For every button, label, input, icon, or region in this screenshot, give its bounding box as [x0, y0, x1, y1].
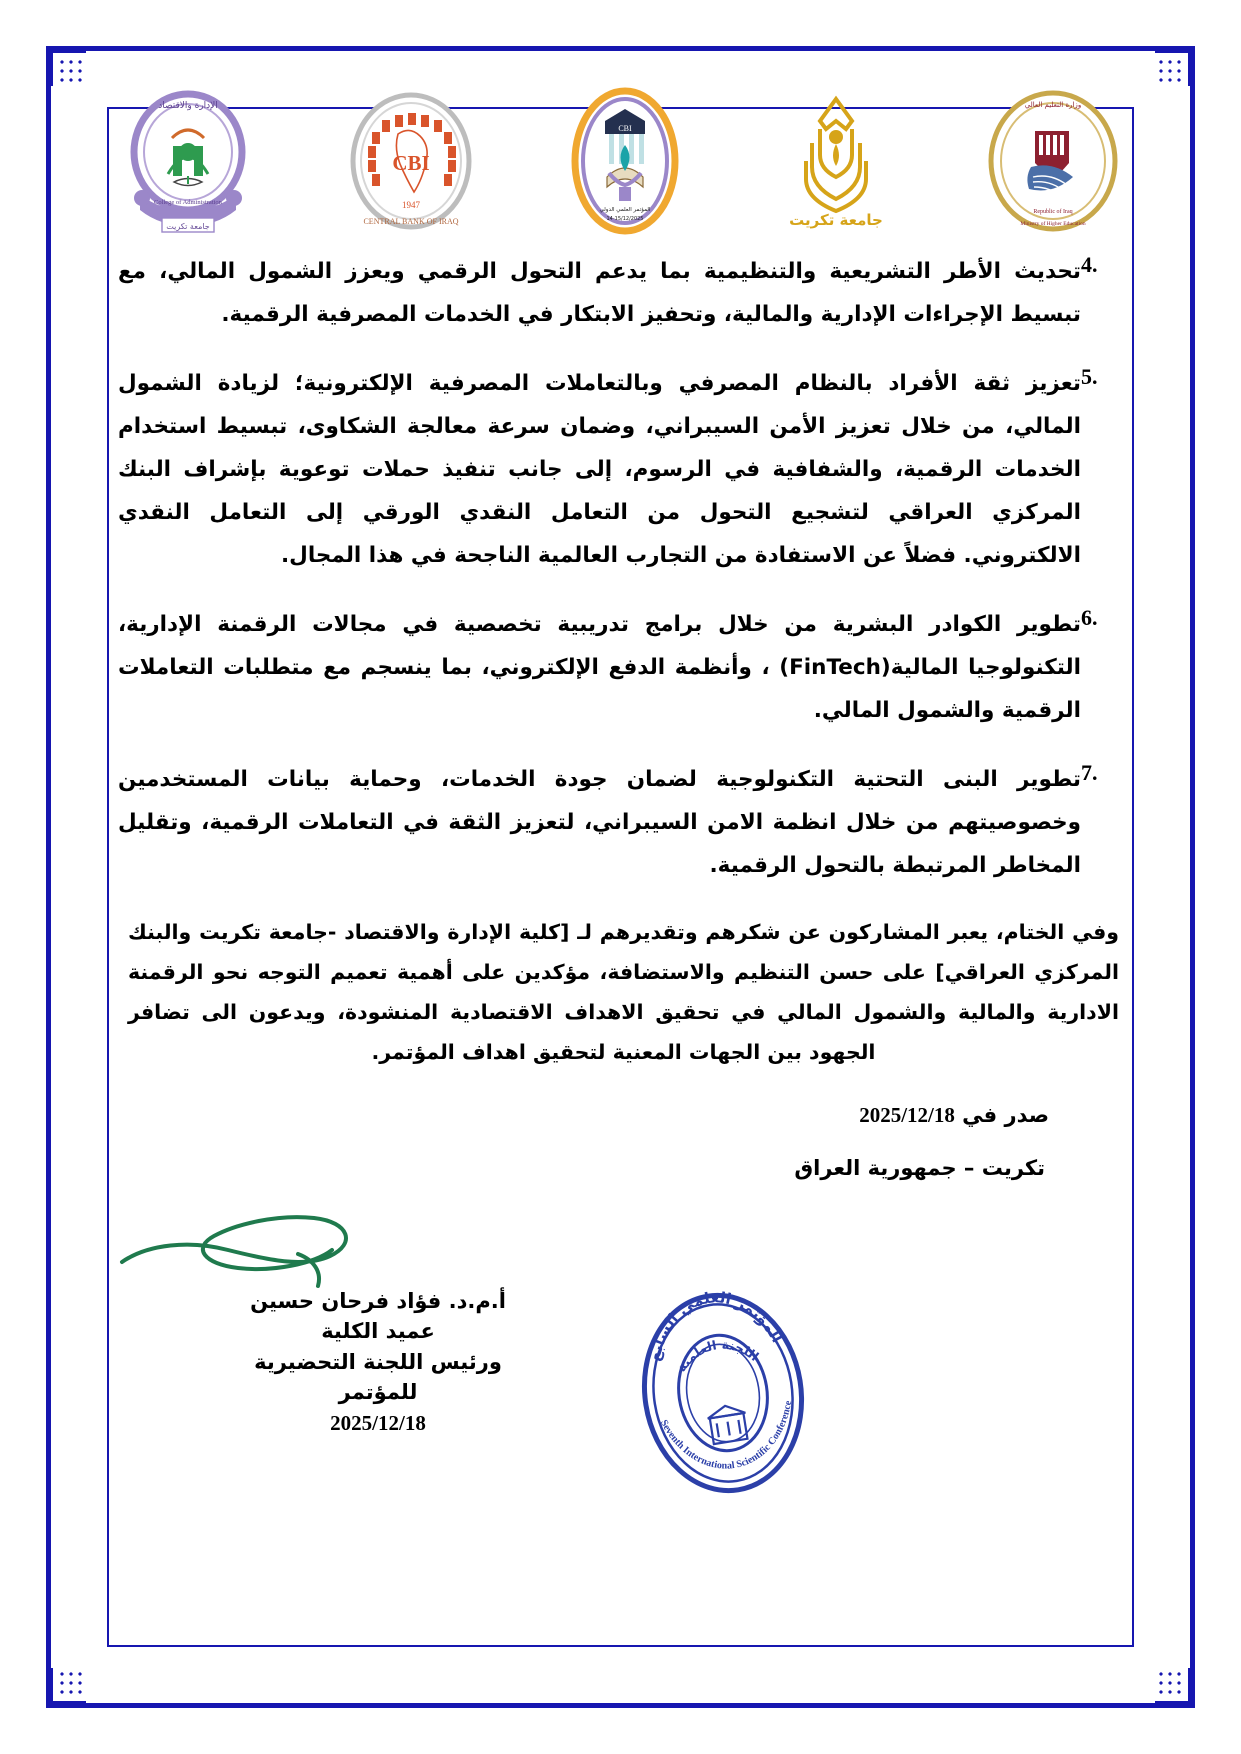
svg-text:جامعة تكريت: جامعة تكريت	[166, 222, 210, 231]
recommendation-item-5	[118, 362, 1123, 577]
recommendation-number: 5.	[1081, 364, 1098, 389]
recommendations-list	[118, 250, 1123, 887]
recommendation-number: 6.	[1081, 605, 1098, 630]
svg-text:وزارة التعليم العالي: وزارة التعليم العالي	[1024, 100, 1082, 109]
signatory-name: أ.م.د. فؤاد فرحان حسين	[250, 1288, 506, 1313]
svg-text:Ministry of Higher Education: Ministry of Higher Education	[1020, 220, 1086, 227]
svg-text:College of Administration: College of Administration	[154, 199, 222, 206]
recommendation-text: تحديث الأطر التشريعية والتنظيمية بما يدعم التحول الرقمي ويعزز الشمول المالي، مع تبسيط الإجراءات الإدارية والمالية، وتحفيز الابتكار في الخدمات المصرفية الرقمية.	[118, 259, 1081, 327]
svg-text:جامعة تكريت: جامعة تكريت	[788, 211, 883, 229]
recommendation-number: 7.	[1081, 760, 1098, 785]
recommendation-number: 4.	[1081, 252, 1098, 277]
logo-header-row	[118, 78, 1123, 236]
corner-dots-bottom-left	[58, 1670, 84, 1696]
svg-text:المؤتمر العلمي السابع: المؤتمر العلمي السابع	[645, 1288, 787, 1363]
svg-text:Republic of Iraq: Republic of Iraq	[1033, 208, 1073, 215]
svg-text:Seventh International Scientif: Seventh International Scientific Conference	[658, 1399, 795, 1472]
handwritten-signature	[118, 1188, 448, 1298]
conference-official-stamp	[618, 1278, 828, 1508]
issued-label: صدر في	[962, 1102, 1049, 1127]
recommendation-item-4	[118, 250, 1123, 336]
signature-date: 2025/12/18	[330, 1410, 426, 1435]
svg-text:14-15/12/2025: 14-15/12/2025	[606, 216, 644, 222]
seventh-international-scientific-conference-emblem	[563, 87, 688, 235]
signatory-title-committee-head: ورئيس اللجنة التحضيرية	[254, 1349, 502, 1374]
ministry-of-higher-education-logo	[983, 89, 1123, 234]
closing-paragraph: وفي الختام، يعبر المشاركون عن شكرهم وتقديرهم لـ [كلية الإدارة والاقتصاد -جامعة تكريت والبنك المركزي العراقي] على حسن التنظيم والاستضافة، مؤكدين على أهمية تعميم التوجه نحو الرقمنة الادارية والمالية والشمول المالي في تحقيق الاهداف الاقتصادية المنشودة، ويدعون الى تضافر الجهود بين الجهات المعنية لتحقيق اهداف المؤتمر.	[128, 920, 1119, 1064]
signature-zone	[118, 1190, 1123, 1500]
signatory-title-dean: عميد الكلية	[321, 1319, 435, 1344]
signature-block	[228, 1286, 528, 1438]
svg-text:CENTRAL BANK OF IRAQ: CENTRAL BANK OF IRAQ	[362, 217, 459, 226]
place-line: تكريت – جمهورية العراق	[794, 1155, 1045, 1180]
corner-dots-bottom-right	[1157, 1670, 1183, 1696]
college-of-administration-and-economics-logo	[118, 86, 258, 236]
recommendation-text: تعزيز ثقة الأفراد بالنظام المصرفي وبالتعاملات المصرفية الإلكترونية؛ لزيادة الشمول المالي، من خلال تعزيز الأمن السيبراني، وضمان سرعة معالجة الشكاوى، تبسيط استخدام الخدمات الرقمية، والشفافية في الرسوم، إلى جانب تنفيذ حملات توعوية بإشراف البنك المركزي العراقي لتشجيع التحول من التعامل النقدي الورقي إلى التعامل النقدي الالكتروني. فضلاً عن الاستفادة من التجارب العالمية الناجحة في هذا المجال.	[118, 371, 1081, 568]
issued-date: 2025/12/18	[859, 1102, 955, 1127]
signatory-title-conference: للمؤتمر	[338, 1380, 418, 1405]
svg-text:1947: 1947	[401, 200, 420, 210]
document-content	[118, 78, 1123, 1674]
svg-text:CBI: CBI	[391, 151, 430, 175]
recommendation-item-6	[118, 603, 1123, 732]
corner-dots-top-right	[1157, 58, 1183, 84]
tikrit-university-logo	[776, 91, 896, 231]
svg-text:CBI: CBI	[618, 124, 632, 133]
corner-dots-top-left	[58, 58, 84, 84]
svg-text:المؤتمر العلمي الدولي: المؤتمر العلمي الدولي	[599, 207, 651, 213]
central-bank-of-iraq-logo	[346, 90, 476, 232]
recommendation-text: تطوير الكوادر البشرية من خلال برامج تدريبية تخصصية في مجالات الرقمنة الإدارية، التكنولوجيا المالية(FinTech) ، وأنظمة الدفع الإلكتروني، بما ينسجم مع متطلبات التعاملات الرقمية والشمول المالي.	[118, 612, 1081, 723]
recommendation-item-7	[118, 758, 1123, 887]
recommendation-text: تطوير البنى التحتية التكنولوجية لضمان جودة الخدمات، وحماية بيانات المستخدمين وخصوصيتهم من خلال انظمة الامن السيبراني، لتعزيز الثقة في التعاملات الرقمية، وتقليل المخاطر المرتبطة بالتحول الرقمية.	[118, 767, 1081, 878]
issued-date-line	[118, 1103, 1123, 1128]
svg-text:الإدارة والاقتصاد: الإدارة والاقتصاد	[158, 101, 218, 111]
svg-text:اللجنة العلمية: اللجنة العلمية	[673, 1336, 762, 1375]
